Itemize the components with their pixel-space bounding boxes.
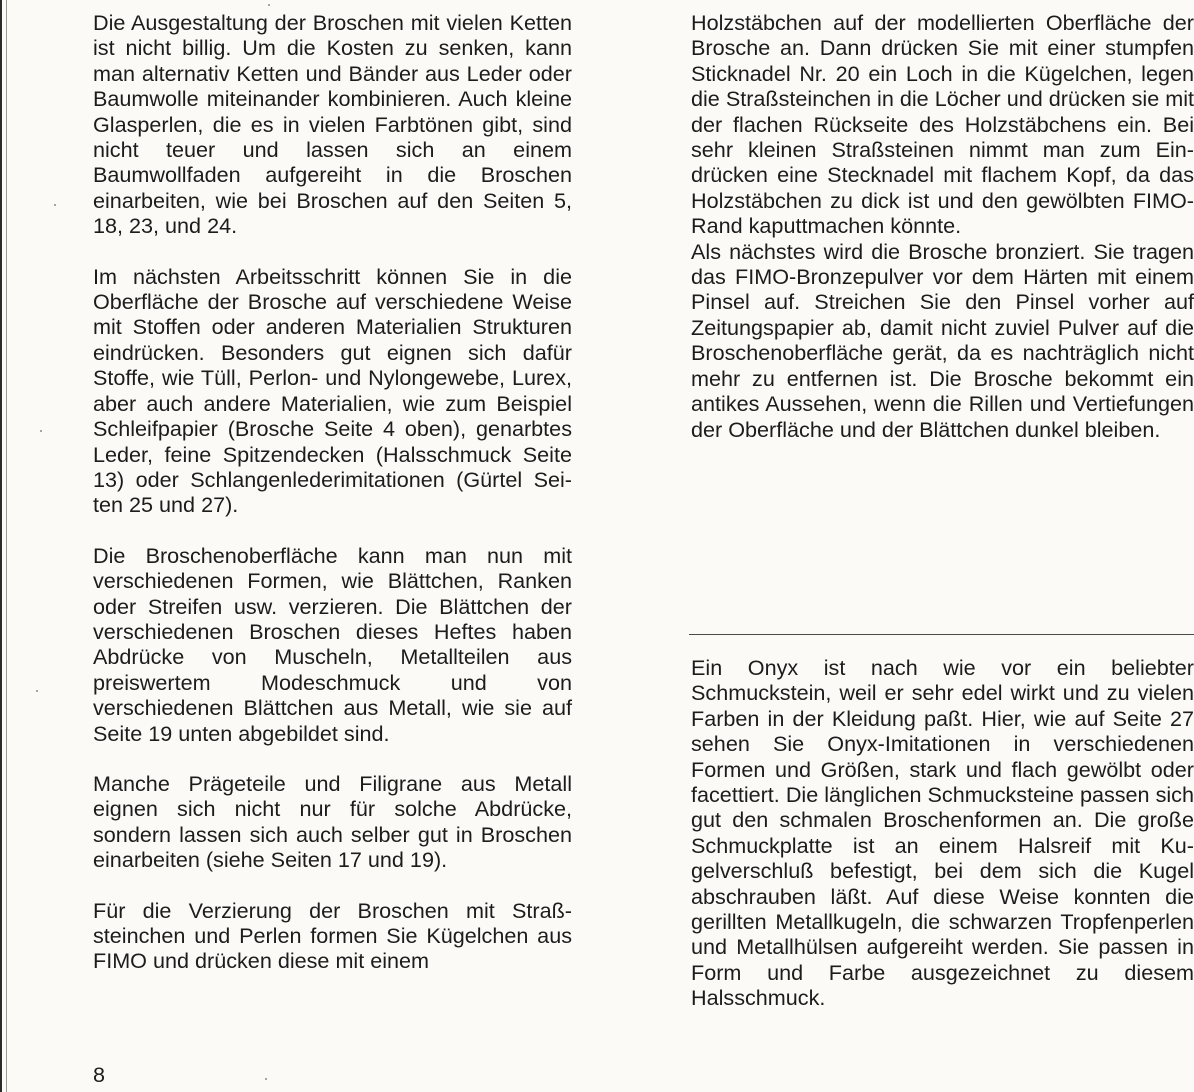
left-paragraph-2: Im nächsten Arbeitsschritt können Sie in die Oberfläche der Brosche auf verschiedene Weise mit Stoffen oder anderen Materialien Strukturen eindrücken. Besonders gut eignen sich dafür Stoffe, wie Tüll, Perlon- und Nylongewebe, Lurex, aber auch andere Materialien, wie zum Beispiel Schleifpapier (Brosche Seite 4 oben), genarbtes Leder, feine Spitzendecken (Halsschmuck Seite 13) oder Schlangenlederimitationen (Gürtel Seiten 25 und 27). [93,263,572,518]
right-paragraph-1: Holzstäbchen auf der modellierten Oberfläche der Brosche an. Dann drücken Sie mit einer stumpfen Sticknadel Nr. 20 ein Loch in die Kügelchen, legen die Straßsteinchen in die Löcher und drücken sie mit der flachen Rückseite des Holzstäbchens ein. Bei sehr kleinen Straßsteinen nimmt man zum Eindrücken eine Stecknadel mit flachem Kopf, da das Holzstäbchen zu dick ist und den gewölbten FIMO-Rand kaputtmachen könnte. [691,10,1194,239]
scan-speck [268,4,270,6]
right-column [691,10,1194,442]
scan-speck [36,690,38,692]
left-paragraph-1: Die Ausgestaltung der Broschen mit vielen Ketten ist nicht billig. Um die Kosten zu senken, kann man alternativ Ketten und Bänder aus Leder oder Baumwolle miteinander kombinieren. Auch kleine Glasperlen, die es in vielen Farbtönen gibt, sind nicht teuer und lassen sich an einem Baumwollfaden aufgereiht in die Broschen einarbeiten, wie bei Broschen auf den Seiten 5, 18, 23, und 24. [93,10,572,239]
caption-divider [689,634,1194,635]
right-paragraph-2: Als nächstes wird die Brosche bronziert. Sie tragen das FIMO-Bronzepulver vor dem Härten mit einem Pinsel auf. Streichen Sie den Pinsel vorher auf Zeitungspapier ab, damit nicht zuviel Pulver auf die Broschenoberfläche gerät, da es nachträglich nicht mehr zu entfernen ist. Die Brosche bekommt ein antikes Aussehen, wenn die Rillen und Vertiefungen der Oberfläche und der Blättchen dunkel bleiben. [691,238,1194,442]
left-paragraph-4: Manche Prägeteile und Filigrane aus Metall eignen sich nicht nur für solche Abdrücke, sondern lassen sich auch selber gut in Broschen einarbeiten (siehe Seiten 17 und 19). [93,770,572,873]
photo-caption [691,655,1194,1011]
page-binding-edge [0,0,2,1092]
page-number: 8 [93,1062,106,1087]
left-column [93,10,572,974]
page-binding-shadow [6,0,7,1092]
scan-speck [265,1078,267,1080]
caption-text: Ein Onyx ist nach wie vor ein beliebter Schmuckstein, weil er sehr edel wirkt und zu vielen Farben in der Kleidung paßt. Hier, wie auf Seite 27 sehen Sie Onyx-Imitationen in verschiedenen Formen und Größen, stark und flach gewölbt oder facettiert. Die länglichen Schmucksteine passen sich gut den schmalen Broschenformen an. Die große Schmuckplatte ist an einem Halsreif mit Kugelverschluß befestigt, bei dem sich die Kugel abschrauben läßt. Auf diese Weise konnten die gerillten Metallkugeln, die schwarzen Tropfenperlen und Metallhülsen aufgereiht werden. Sie passen in Form und Farbe ausgezeichnet zu diesem Halsschmuck. [691,655,1194,1011]
left-paragraph-3: Die Broschenoberfläche kann man nun mit verschiedenen Formen, wie Blättchen, Ranken oder Streifen usw. verzieren. Die Blättchen der verschiedenen Broschen dieses Heftes haben Abdrücke von Muscheln, Metallteilen aus preiswertem Modeschmuck und von verschiedenen Blättchen aus Metall, wie sie auf Seite 19 unten abgebildet sind. [93,542,572,746]
scan-speck [40,430,42,432]
scan-speck [54,204,56,206]
left-paragraph-5: Für die Verzierung der Broschen mit Straßsteinchen und Perlen formen Sie Kügelchen aus FIMO und drücken diese mit einem [93,897,572,974]
